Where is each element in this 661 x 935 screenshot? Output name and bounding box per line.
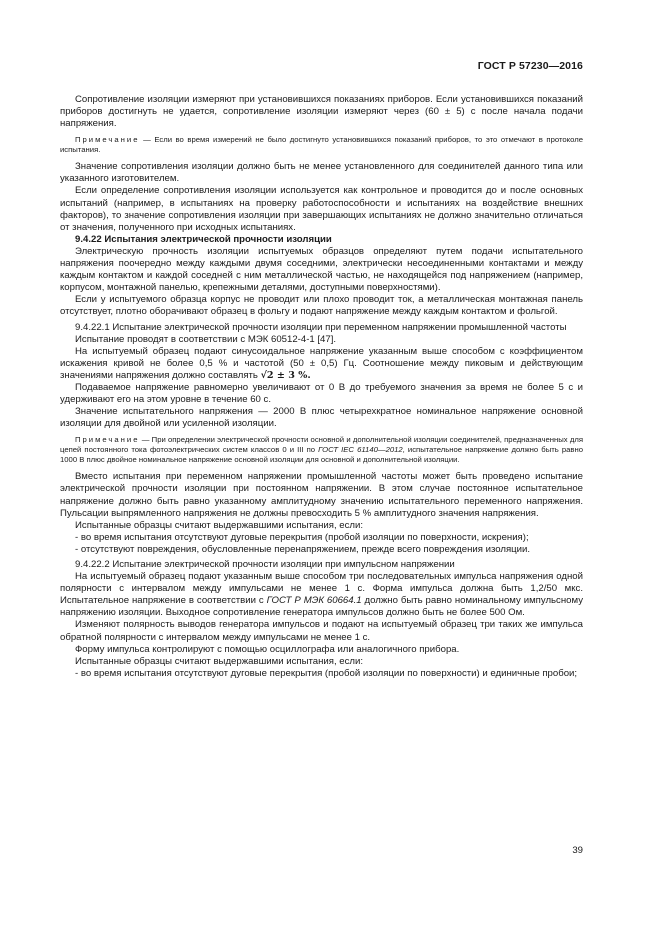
paragraph: Вместо испытания при переменном напряжении промышленной частоты может быть проведено испытание электрической прочности изоляции при постоянном напряжении. В этом случае постоянное испытательное напряжение должно быть равно указанному амплитудному значению испытательного переменного напряжения. Пульсации выпрямленного напряжения не должны превосходить 5 % амплитудного значения напряжения.	[60, 471, 583, 519]
formula: √2 ± 3 %.	[260, 369, 311, 381]
note-label: Примечание	[75, 135, 140, 145]
subsection-heading: 9.4.22.1 Испытание электрической прочности изоляции при переменном напряжении промышленной частоты	[75, 321, 567, 333]
paragraph: Испытанные образцы считают выдержавшими испытания, если:	[75, 655, 364, 667]
paragraph	[60, 346, 583, 382]
paragraph-text: На испытуемый образец подают указанным выше способом три последовательных импульса напряжения одной полярности с интервалом между импульсами не менее 1 с. Форма импульса должна быть 1,2/50 мкс. Испытательное напряжение в соответствии с	[60, 571, 583, 607]
list-item: - во время испытания отсутствуют дуговые перекрытия (пробой изоляции по поверхности, искрения);	[75, 531, 529, 543]
paragraph: Если у испытуемого образца корпус не проводит или плохо проводит ток, а металлическая монтажная панель отсутствует, плотно оборачивают образец в фольгу и подают напряжение между каждым контактом и фольгой.	[60, 294, 583, 318]
paragraph: Значение испытательного напряжения — 2000 В плюс четырехкратное номинальное напряжение основной изоляции для двойной или усиленной изоляции.	[60, 406, 583, 430]
paragraph: Испытание проводят в соответствии с МЭК 60512-4-1 [47].	[75, 333, 337, 345]
paragraph	[60, 571, 583, 619]
paragraph: Электрическую прочность изоляции испытуемых образцов определяют путем подачи испытательного напряжения поочередно между каждыми двумя соседними, электрически несоединенными контактами и между каждым контактом и каждой соседней с ним металлической частью, не находящейся под напряжением (например, корпусом, монтажной панелью, крепежными деталями, доступными поверхностями).	[60, 245, 583, 294]
paragraph-text: должно быть равно номинальному импульсному напряжению изоляции. Выходное сопротивление генератора импульсов должно быть не более 500 Ом.	[60, 595, 583, 619]
subsection-heading: 9.4.22.2 Испытание электрической прочности изоляции при импульсном напряжении	[75, 559, 455, 570]
page-number: 39	[572, 845, 583, 856]
paragraph: Испытанные образцы считают выдержавшими испытания, если:	[75, 519, 364, 531]
standard-header: ГОСТ Р 57230—2016	[477, 60, 583, 72]
paragraph: Подаваемое напряжение равномерно увеличивают от 0 В до требуемого значения за время не более 5 с и удерживают его на этом уровне в течение 60 с.	[60, 381, 583, 406]
paragraph: Форму импульса контролируют с помощью осциллографа или аналогичного прибора.	[75, 643, 460, 655]
note-label: Примечание	[75, 435, 140, 445]
paragraph: Изменяют полярность выводов генератора импульсов и подают на испытуемый образец три таких же импульса обратной полярности с интервалом между импульсами не менее 1 с.	[60, 619, 583, 643]
paragraph: Если определение сопротивления изоляции используется как контрольное и проводится до и после основных испытаний (например, в испытаниях на проверку работоспособности и испытаниях на воздействие внешних факторов), то значение сопротивления изоляции при завершающих испытаниях не должно значительно отличаться от значения, полученного при исходных испытаниях.	[60, 185, 583, 233]
paragraph: Сопротивление изоляции измеряют при установившихся показаниях приборов. Если установившихся показаний приборов достигнуть не удается, сопротивление изоляции измеряют через (60 ± 5) с после начала подачи напряжения.	[60, 94, 583, 130]
list-item: - отсутствуют повреждения, обусловленные перенапряжением, прежде всего повреждения изоляции.	[75, 543, 531, 555]
paragraph: Значение сопротивления изоляции должно быть не менее установленного для соединителей данного типа или указанного изготовителем.	[60, 161, 583, 185]
document-body	[60, 94, 583, 680]
list-item: - во время испытания отсутствуют дуговые перекрытия (пробой изоляции по поверхности) и единичные пробои;	[75, 667, 578, 679]
note	[60, 135, 583, 155]
standard-reference: ГОСТ Р МЭК 60664.1	[266, 595, 362, 607]
note-text: — Если во время измерений не было достигнуто установившихся показаний приборов, то это отмечают в протоколе испытания.	[60, 135, 583, 155]
note-text: — При определении электрической прочности основной и дополнительной изоляции соединителей, предназначенных для цепей постоянного тока фотоэлектрических систем классов 0 и III по	[60, 435, 583, 455]
standard-reference: ГОСТ IEC 61140—2012	[318, 445, 403, 455]
section-heading: 9.4.22 Испытания электрической прочности изоляции	[75, 233, 332, 245]
note-text: , испытательное напряжение должно быть равно 1000 В плюс двойное номинальное напряжение основной изоляции для основной и дополнительной изоляции.	[60, 445, 583, 465]
note	[60, 435, 583, 465]
paragraph-text: На испытуемый образец подают синусоидальное напряжение указанным выше способом с коэффициентом искажения кривой не более 0,5 % и частотой (50 ± 0,5) Гц. Соотношение между пиковым и действующим значениями напряжения должно составлять	[60, 345, 583, 381]
